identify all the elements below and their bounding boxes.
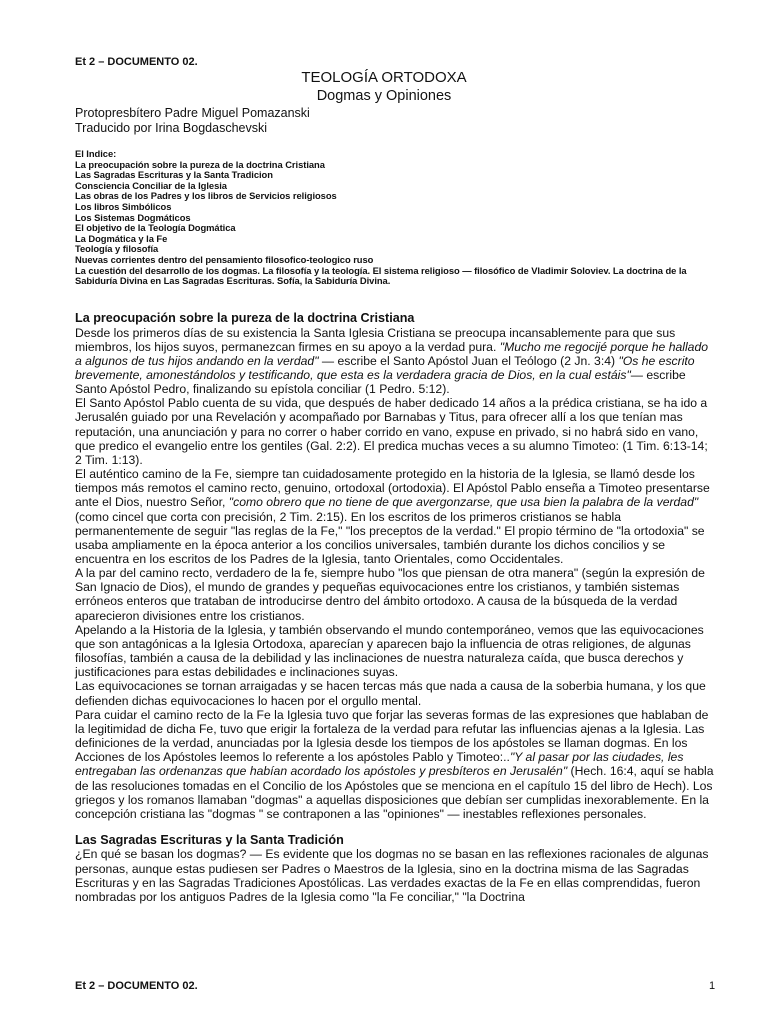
body-paragraph	[75, 467, 715, 566]
authors-block	[75, 106, 310, 135]
quoted-text: "Os he escrito brevemente, amonestándolos y testificando, que esta es la verdadera gracia de Dios, en la cual estáis"	[75, 353, 695, 382]
quoted-text: "Mucho me regocijé porque he hallado a algunos de tus hijos andando en la verdad"	[75, 339, 709, 368]
text-run: (como cincel que corta con precisión, 2 Tim. 2:15). En los escritos de los primeros cristianos se habla permanentemente de seguir "las reglas de la Fe," "los preceptos de la verdad." El propio término de "la ortodoxia" se usaba ampliamente en la época anterior a los concilios universales, también durante los dichos concilios y se encuentra en los escritos de los Padres de la Iglesia, tanto Orientales, como Occidentales.	[75, 509, 705, 566]
text-run: Las equivocaciones se tornan arraigadas y se hacen tercas más que nada a causa de la soberbia humana, y los que defienden dichas equivocaciones lo hacen por el orgullo mental.	[75, 679, 706, 708]
text-run: — escribe el Santo Apóstol Juan el Teólogo (2 Jn. 3:4)	[318, 353, 619, 368]
text-run: El auténtico camino de la Fe, siempre tan cuidadosamente protegido en la historia de la Iglesia, se llamó desde los tiempos más remotos el camino recto, genuino, ortodoxal (ortodoxia). El Apóstol Pablo enseña a Timoteo presentarse ante el Dios, nuestro Señor,	[75, 467, 710, 510]
text-run: El Santo Apóstol Pablo cuenta de su vida, que después de haber dedicado 14 años a la prédica cristiana, se ha ido a Jerusalén guiado por una Revelación y acompañado por Barnabas y Titus, para ofrecer allí a los que tenían mas reputación, una anunciación y para no correr o haber corrido en vano, expuse en privado, si no habrá sido en vano, que predico el evangelio entre los gentiles (Gal. 2:2). El predica muchas veces a su alumno Timoteo: (1 Tim. 6:13-14; 2 Tim. 1:13).	[75, 396, 708, 467]
text-run: Desde los primeros días de su existencia la Santa Iglesia Cristiana se preocupa incansablemente para que sus miembros, los hijos suyos, permanezcan firmes en su apoyo a la verdad pura.	[75, 325, 676, 354]
index-item: Los Sistemas Dogmáticos	[75, 211, 191, 223]
text-run: (Hech. 16:4, aquí se habla de las resoluciones tomadas en el Concilio de los Apóstoles que se menciona en el capítulo 15 del libro de Hech). Los griegos y los romanos llamaban "dogmas" a aquellas disposiciones que debían ser cumplidas inexorablemente. En la concepción cristiana las "dogmas " se contraponen a las "opiniones" — inestables reflexiones personales.	[75, 764, 714, 821]
author-line: Protopresbítero Padre Miguel Pomazanski	[75, 106, 310, 120]
index-item: Las obras de los Padres y los libros de Servicios religiosos	[75, 190, 337, 202]
index-item: Los libros Simbólicos	[75, 200, 172, 212]
footer-document-code: Et 2 – DOCUMENTO 02.	[75, 980, 198, 992]
page-number: 1	[709, 980, 716, 992]
document-subtitle: Dogmas y Opiniones	[316, 88, 452, 104]
quoted-text: "Y al pasar por las ciudades, les entregaban las ordenanzas que habían acordado los apóstoles y presbíteros en Jerusalén"	[75, 750, 684, 779]
body-paragraph	[75, 679, 715, 707]
text-run: A la par del camino recto, verdadero de la fe, siempre hubo "los que piensan de otra manera" (según la expresión de San Ignacio de Dios), el mundo de grandes y pequeñas equivocaciones entre los cristianos, y también sistemas erróneos enteros que trataban de introducirse dentro del ámbito ortodoxo. A causa de la búsqueda de la verdad aparecieron divisiones entre los cristianos.	[75, 566, 705, 623]
text-run: — escribe Santo Apóstol Pedro, finalizando su epístola conciliar (1 Pedro. 5:12).	[75, 367, 686, 397]
section-heading: La preocupación sobre la pureza de la doctrina Cristiana	[75, 311, 415, 325]
index-item: Consciencia Conciliar de la Iglesia	[75, 179, 227, 191]
text-run: ¿En qué se basan los dogmas? — Es evidente que los dogmas no se basan en las reflexiones racionales de algunas personas, aunque estas pudiesen ser Padres o Maestros de la Iglesia, sino en la doctrina misma de las Sagradas Escrituras y en las Sagradas Tradiciones Apostólicas. Las verdades exactas de la Fe en ellas comprendidas, fueron nombradas por los antiguos Padres de la Iglesia como "la Fe conciliar," "la Doctrina	[75, 847, 709, 904]
index-item: Teología y filosofía	[75, 243, 159, 255]
body-paragraph	[75, 847, 715, 904]
index-label: El Indice:	[75, 148, 117, 159]
body-paragraph	[75, 566, 715, 623]
body-paragraph	[75, 708, 715, 821]
body-paragraph	[75, 623, 715, 680]
translator-line: Traducido por Irina Bogdaschevski	[75, 120, 267, 135]
index-item: La Dogmática y la Fe	[75, 232, 168, 244]
text-run: Apelando a la Historia de la Iglesia, y también observando el mundo contemporáneo, vemos que las equivocaciones que son antagónicas a la Iglesia Ortodoxa, aparecían y aparecen bajo la influencia de otras religiones, de algunas filosofías, también a causa de la debilidad y las inclinaciones de nuestra naturaleza caída, que busca derechos y justificaciones para estas debilidades e inclinaciones suyas.	[75, 622, 704, 680]
body-paragraph	[75, 396, 715, 467]
document-body	[75, 311, 715, 904]
index-item: El objetivo de la Teología Dogmática	[75, 222, 236, 234]
text-run: Para cuidar el camino recto de la Fe la Iglesia tuvo que forjar las severas formas de las expresiones que hablaban de la legitimidad de dicha Fe, tuvo que erigir la fortaleza de la verdad para refutar las influencias ajenas a la Iglesia. Las definiciones de la verdad, anunciadas por la Iglesia desde los tiempos de los apóstoles se llaman dogmas. En los Acciones de los Apóstoles leemos lo referente a los apóstoles Pablo y Timoteo:..	[75, 707, 709, 765]
document-code-header: Et 2 – DOCUMENTO 02.	[75, 56, 198, 68]
body-paragraph	[75, 326, 715, 397]
index-item: Las Sagradas Escrituras y la Santa Tradicion	[75, 169, 273, 181]
index-item: Nuevas corrientes dentro del pensamiento filosofico-teologico ruso	[75, 253, 374, 265]
table-of-contents	[75, 149, 715, 287]
index-item: La preocupación sobre la pureza de la doctrina Cristiana	[75, 158, 325, 170]
quoted-text: "como obrero que no tiene de que avergonzarse, que usa bien la palabra de la verdad"	[228, 495, 699, 510]
index-item: La cuestión del desarrollo de los dogmas. La filosofía y la teología. El sistema religioso — filosófico de Vladimir Soloviev. La doctrina de la Sabiduría Divina en Las Sagradas Escrituras. Sofía, la Sabiduría Divina.	[75, 264, 687, 287]
section-heading: Las Sagradas Escrituras y la Santa Tradición	[75, 832, 344, 847]
document-title: TEOLOGÍA ORTODOXA	[301, 69, 467, 86]
